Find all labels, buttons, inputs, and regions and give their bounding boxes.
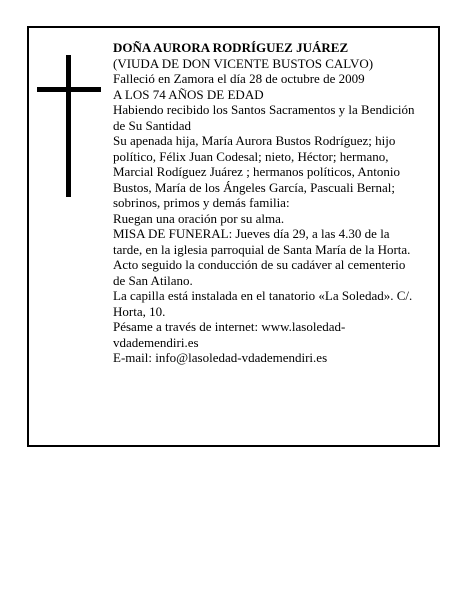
prayer-request: Ruegan una oración por su alma. [113, 210, 285, 226]
deceased-name: DOÑA AURORA RODRÍGUEZ JUÁREZ [113, 40, 349, 55]
funeral-mass-info: MISA DE FUNERAL: Jueves día 29, a las 4.30 de la tarde, en la iglesia parroquial de Santa María de la Horta. Acto seguido la conducción de su cadáver al cementerio de San Atilano. [113, 226, 411, 288]
cross-horizontal-bar [37, 87, 101, 92]
email-contact: E-mail: info@lasoledad-vdademendiri.es [113, 350, 328, 365]
death-info: Falleció en Zamora el día 28 de octubre de 2009 [113, 71, 365, 86]
family-list: Su apenada hija, María Aurora Bustos Rodríguez; hijo político, Félix Juan Codesal; nieto, Héctor; hermano, Marcial Rodíguez Juárez ; hermanos políticos, Antonio Bustos, María de los Ángeles García, Pascuali Bernal; sobrinos, primos y demás familia: [113, 133, 401, 210]
cross-icon [37, 55, 101, 197]
widow-of: (VIUDA DE DON VICENTE BUSTOS CALVO) [113, 55, 374, 71]
condolences-web: Pésame a través de internet: www.lasoledad-vdademendiri.es [113, 319, 346, 350]
cross-vertical-bar [66, 55, 71, 197]
obituary-text [113, 40, 418, 366]
sacraments-note: Habiendo recibido los Santos Sacramentos y la Bendición de Su Santidad [113, 102, 415, 133]
age-at-death: A LOS 74 AÑOS DE EDAD [113, 86, 264, 102]
chapel-info: La capilla está instalada en el tanatorio «La Soledad». C/. Horta, 10. [113, 288, 413, 319]
